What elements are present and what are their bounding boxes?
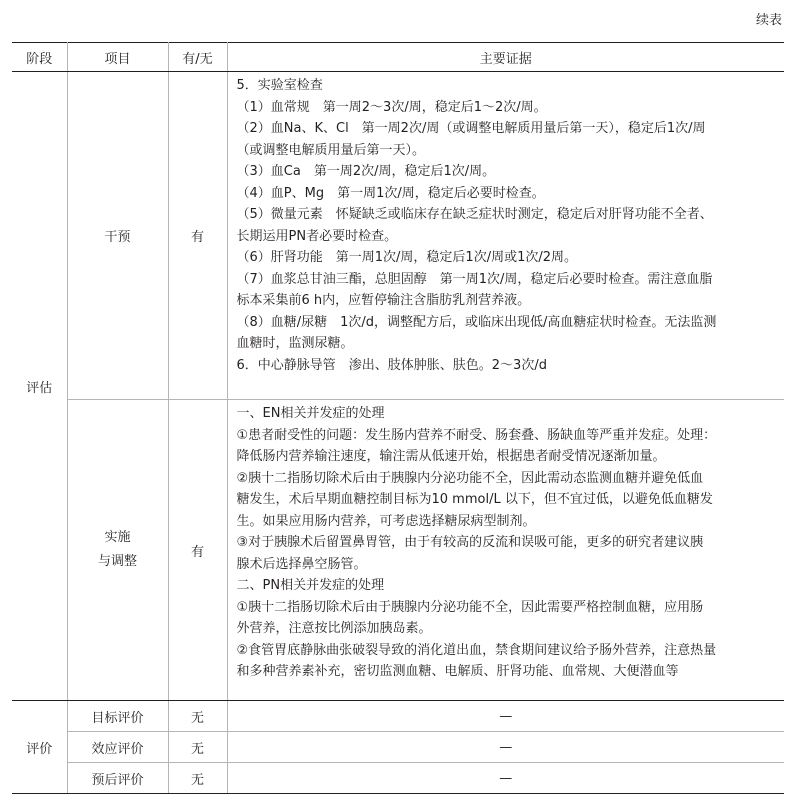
item-intervene: 干预 <box>67 72 168 400</box>
evidence-line: 血糖时，监测尿糖。 <box>236 336 354 351</box>
table-row-effect-eval <box>12 732 784 763</box>
item-goal-eval: 目标评价 <box>67 701 168 732</box>
evidence-line: ②胰十二指肠切除术后由于胰腺内分泌功能不全，因此需动态监测血糖并避免低血 <box>236 470 704 486</box>
evidence-line: （4）血P、Mg 第一周1次/周，稳定后必要时检查。 <box>236 185 545 201</box>
evidence-line: 5．实验室检查 <box>236 78 323 93</box>
item-implement-line2: 与调整 <box>97 554 137 569</box>
evidence-line: （7）血浆总甘油三酯，总胆固醇 第一周1次/周，稳定后必要时检查。需注意血脂 <box>236 271 713 287</box>
evidence-effect-eval: — <box>227 732 784 763</box>
evidence-line: 和多种营养素补充，密切监测血糖、电解质、肝肾功能、血常规、大便潜血等 <box>236 664 679 679</box>
evidence-prognosis-eval: — <box>227 763 784 794</box>
evidence-line: 一、EN相关并发症的处理 <box>236 406 385 421</box>
evidence-line: 6．中心静脉导管 渗出、肢体肿胀、肤色。2～3次/d <box>236 357 547 373</box>
evidence-line: ①胰十二指肠切除术后由于胰腺内分泌功能不全，因此需要严格控制血糖，应用肠 <box>236 599 704 615</box>
evidence-line: （1）血常规 第一周2～3次/周，稳定后1～2次/周。 <box>236 99 547 115</box>
table-header-row <box>12 43 784 72</box>
evidence-line: （8）血糖/尿糖 1次/d，调整配方后，或临床出现低/高血糖症状时检查。无法监测 <box>236 314 717 330</box>
evidence-line: 糖发生，术后早期血糖控制目标为10 mmol/L 以下，但不宜过低，以避免低血糖发 <box>236 492 713 507</box>
header-has: 有/无 <box>168 43 227 72</box>
item-prognosis-eval: 预后评价 <box>67 763 168 794</box>
table-row-prognosis-eval <box>12 763 784 794</box>
evidence-line: （5）微量元素 怀疑缺乏或临床存在缺乏症状时测定，稳定后对肝肾功能不全者、 <box>236 207 713 222</box>
evidence-intervene <box>227 72 784 400</box>
has-goal-eval: 无 <box>168 701 227 732</box>
evidence-line: 标本采集前6 h内，应暂停输注含脂肪乳剂营养液。 <box>236 293 531 308</box>
evidence-line: ①患者耐受性的问题：发生肠内营养不耐受、肠套叠、肠缺血等严重并发症。处理： <box>236 427 717 443</box>
evidence-line: （3）血Ca 第一周2次/周，稳定后1次/周。 <box>236 164 496 179</box>
evidence-line: 长期运用PN者必要时检查。 <box>236 228 398 244</box>
has-prognosis-eval: 无 <box>168 763 227 794</box>
table-row-goal-eval <box>12 701 784 732</box>
header-item: 项目 <box>67 43 168 72</box>
table-row-intervene <box>12 72 784 400</box>
item-implement <box>67 400 168 701</box>
item-effect-eval: 效应评价 <box>67 732 168 763</box>
evidence-line: （2）血Na、K、Cl 第一周2次/周（或调整电解质用量后第一天），稳定后1次/周 <box>236 121 706 136</box>
stage-evaluate: 评价 <box>12 701 67 794</box>
stage-assess: 评估 <box>12 72 67 701</box>
evidence-line: （6）肝肾功能 第一周1次/周，稳定后1次/周或1次/2周。 <box>236 250 577 265</box>
evidence-line: 生。如果应用肠内营养，可考虑选择糖尿病型制剂。 <box>236 513 536 529</box>
has-intervene: 有 <box>168 72 227 400</box>
item-implement-line1: 实施 <box>104 530 131 545</box>
evidence-implement <box>227 400 784 701</box>
evidence-line: ②食管胃底静脉曲张破裂导致的消化道出血，禁食期间建议给予肠外营养，注意热量 <box>236 642 717 658</box>
evidence-line: 外营养，注意按比例添加胰岛素。 <box>236 621 432 636</box>
continued-table-label: 续表 <box>755 13 782 28</box>
evidence-goal-eval: — <box>227 701 784 732</box>
evidence-line: 腺术后选择鼻空肠管。 <box>236 556 367 572</box>
header-stage: 阶段 <box>12 43 67 72</box>
evidence-line: （或调整电解质用量后第一天）。 <box>236 142 426 158</box>
has-implement: 有 <box>168 400 227 701</box>
evidence-line: 二、PN相关并发症的处理 <box>236 578 385 593</box>
evidence-line: ③对于胰腺术后留置鼻胃管，由于有较高的反流和误吸可能，更多的研究者建议胰 <box>236 535 704 550</box>
nutrition-evidence-table <box>12 42 784 794</box>
has-effect-eval: 无 <box>168 732 227 763</box>
table-row-implement <box>12 400 784 701</box>
header-evidence: 主要证据 <box>227 43 784 72</box>
evidence-line: 降低肠内营养输注速度，输注需从低速开始，根据患者耐受情况逐渐加量。 <box>236 449 666 464</box>
